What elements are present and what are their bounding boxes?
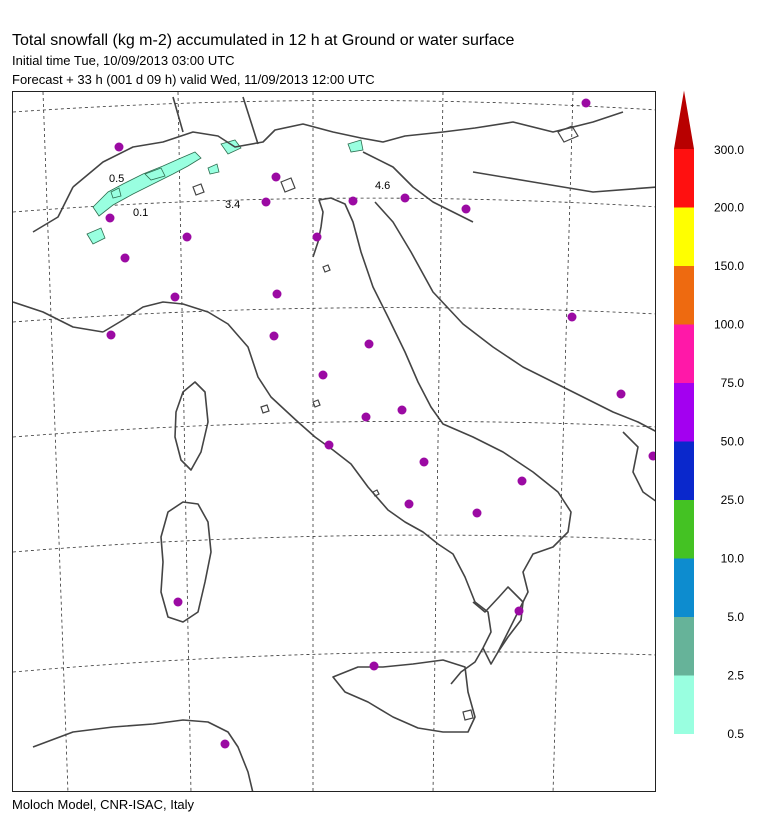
city-marker — [115, 143, 124, 152]
contour-label: 4.6 — [375, 180, 391, 192]
city-marker — [174, 598, 183, 607]
legend-label: 0.5 — [727, 727, 744, 738]
map-canvas — [13, 92, 656, 792]
city-marker — [401, 194, 410, 203]
city-marker — [325, 441, 334, 450]
legend-label: 75.0 — [720, 376, 744, 390]
contour-label: 0.5 — [109, 173, 125, 185]
adriatic-coast — [313, 198, 571, 652]
legend-swatch — [674, 500, 694, 559]
legend-label: 100.0 — [713, 317, 744, 332]
city-marker — [319, 371, 328, 380]
city-marker — [568, 313, 577, 322]
city-marker — [515, 607, 524, 616]
legend-swatch — [674, 442, 694, 501]
city-marker — [270, 332, 279, 341]
city-marker — [617, 390, 626, 399]
city-marker — [405, 500, 414, 509]
city-marker — [349, 197, 358, 206]
snow-areas — [87, 140, 363, 244]
legend-bar — [674, 88, 754, 738]
city-marker — [473, 509, 482, 518]
tyrrhenian-coast — [103, 302, 491, 684]
legend-swatch — [674, 266, 694, 325]
snow-patch — [87, 228, 105, 244]
balkan-coast — [375, 202, 656, 432]
legend-label: 300.0 — [713, 143, 744, 157]
legend-swatch — [674, 149, 694, 208]
city-marker — [313, 233, 322, 242]
legend-swatch — [674, 676, 694, 735]
snow-patch — [208, 164, 219, 174]
city-marker — [420, 458, 429, 467]
city-marker — [273, 290, 282, 299]
forecast-time: Forecast + 33 h (001 d 09 h) valid Wed, 11/09/2013 12:00 UTC — [12, 72, 375, 87]
map-panel — [12, 91, 656, 792]
sicily — [333, 660, 475, 732]
city-marker — [183, 233, 192, 242]
africa-coast — [33, 720, 253, 792]
city-marker — [107, 331, 116, 340]
legend-label: 5.0 — [727, 610, 744, 624]
city-marker — [370, 662, 379, 671]
snow-patch — [348, 140, 363, 152]
chart-title: Total snowfall (kg m-2) accumulated in 12 h at Ground or water surface — [12, 32, 515, 49]
legend-swatch — [674, 91, 694, 150]
legend-label: 10.0 — [720, 551, 744, 566]
footer-credit: Moloch Model, CNR-ISAC, Italy — [12, 797, 195, 812]
city-marker — [272, 173, 281, 182]
city-marker — [221, 740, 230, 749]
legend-swatch — [674, 383, 694, 442]
color-legend — [674, 88, 754, 738]
legend-label: 25.0 — [720, 493, 744, 507]
city-marker — [106, 214, 115, 223]
legend-swatch — [674, 559, 694, 618]
city-marker — [518, 477, 527, 486]
legend-swatch — [674, 617, 694, 676]
contour-label: 0.1 — [133, 207, 149, 219]
legend-label: 50.0 — [720, 434, 744, 449]
city-marker — [365, 340, 374, 349]
corsica — [175, 382, 208, 470]
contour-label: 3.4 — [225, 199, 241, 211]
legend-label: 150.0 — [713, 259, 744, 273]
city-marker — [582, 99, 591, 108]
initial-time: Initial time Tue, 10/09/2013 03:00 UTC — [12, 53, 235, 68]
legend-swatch — [674, 208, 694, 267]
city-marker — [362, 413, 371, 422]
city-marker — [121, 254, 130, 263]
legend-label: 200.0 — [713, 200, 744, 215]
islands — [193, 126, 578, 720]
city-marker — [649, 452, 657, 461]
legend-swatch — [674, 325, 694, 384]
city-marker — [262, 198, 271, 207]
city-marker — [398, 406, 407, 415]
city-marker — [171, 293, 180, 302]
city-marker — [462, 205, 471, 214]
legend-label: 2.5 — [727, 668, 744, 683]
